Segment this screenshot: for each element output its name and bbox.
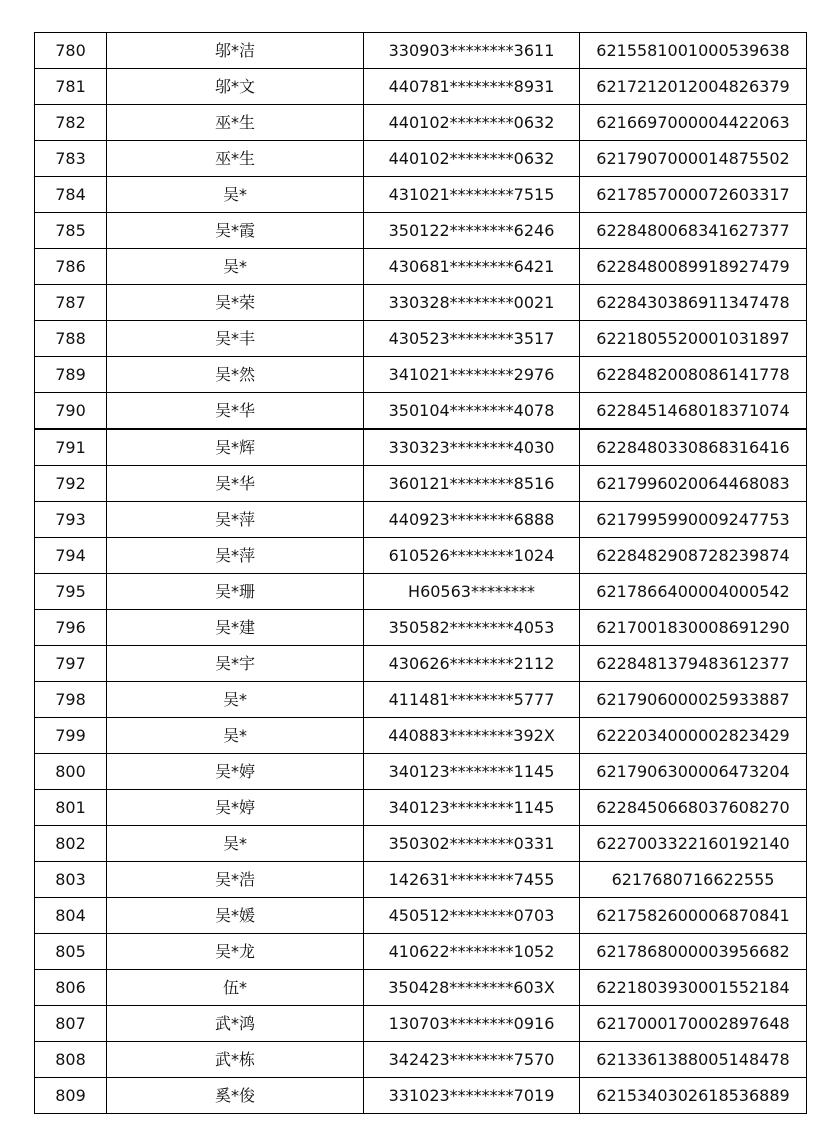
table-row (35, 1078, 807, 1114)
cell-card-number: 6217906300006473204 (580, 754, 807, 790)
cell-id-number: 440781********8931 (364, 69, 580, 105)
table-row (35, 285, 807, 321)
cell-id-number: 130703********0916 (364, 1006, 580, 1042)
cell-name: 吴*萍 (107, 538, 364, 574)
cell-card-number: 6228481379483612377 (580, 646, 807, 682)
cell-name: 吴* (107, 177, 364, 213)
cell-card-number: 6228482008086141778 (580, 357, 807, 393)
cell-card-number: 6217868000003956682 (580, 934, 807, 970)
cell-id-number: 440883********392X (364, 718, 580, 754)
cell-number: 807 (35, 1006, 107, 1042)
cell-id-number: 341021********2976 (364, 357, 580, 393)
cell-name: 吴*荣 (107, 285, 364, 321)
cell-id-number: 430626********2112 (364, 646, 580, 682)
cell-number: 787 (35, 285, 107, 321)
cell-name: 吴*萍 (107, 502, 364, 538)
table-row (35, 1042, 807, 1078)
table-row (35, 538, 807, 574)
table-row (35, 105, 807, 141)
cell-card-number: 6221805520001031897 (580, 321, 807, 357)
cell-id-number: 340123********1145 (364, 790, 580, 826)
cell-card-number: 6217907000014875502 (580, 141, 807, 177)
table-row (35, 646, 807, 682)
cell-id-number: 360121********8516 (364, 466, 580, 502)
cell-number: 799 (35, 718, 107, 754)
cell-number: 801 (35, 790, 107, 826)
cell-name: 吴*华 (107, 466, 364, 502)
table-row (35, 682, 807, 718)
cell-card-number: 6213361388005148478 (580, 1042, 807, 1078)
cell-id-number: 450512********0703 (364, 898, 580, 934)
table-row (35, 141, 807, 177)
cell-name: 吴*辉 (107, 429, 364, 466)
cell-card-number: 6217857000072603317 (580, 177, 807, 213)
cell-number: 790 (35, 393, 107, 430)
table-row (35, 357, 807, 393)
cell-number: 796 (35, 610, 107, 646)
cell-name: 吴* (107, 826, 364, 862)
cell-name: 邬*洁 (107, 33, 364, 69)
table-row (35, 1006, 807, 1042)
cell-card-number: 6217001830008691290 (580, 610, 807, 646)
table-row (35, 862, 807, 898)
table-row (35, 502, 807, 538)
table-row (35, 466, 807, 502)
cell-name: 奚*俊 (107, 1078, 364, 1114)
cell-card-number: 6217582600006870841 (580, 898, 807, 934)
table-row (35, 393, 807, 430)
cell-name: 吴*宇 (107, 646, 364, 682)
cell-name: 吴* (107, 682, 364, 718)
cell-id-number: 142631********7455 (364, 862, 580, 898)
cell-name: 吴*媛 (107, 898, 364, 934)
cell-name: 邬*文 (107, 69, 364, 105)
cell-id-number: 340123********1145 (364, 754, 580, 790)
cell-number: 784 (35, 177, 107, 213)
table-row (35, 826, 807, 862)
cell-number: 785 (35, 213, 107, 249)
data-table (34, 32, 807, 1114)
cell-name: 武*栋 (107, 1042, 364, 1078)
cell-number: 795 (35, 574, 107, 610)
cell-id-number: 330903********3611 (364, 33, 580, 69)
table-row (35, 970, 807, 1006)
cell-id-number: 410622********1052 (364, 934, 580, 970)
cell-name: 吴*霞 (107, 213, 364, 249)
cell-id-number: 430523********3517 (364, 321, 580, 357)
table-row (35, 934, 807, 970)
cell-number: 783 (35, 141, 107, 177)
table-row (35, 754, 807, 790)
cell-number: 794 (35, 538, 107, 574)
cell-card-number: 6227003322160192140 (580, 826, 807, 862)
cell-id-number: 331023********7019 (364, 1078, 580, 1114)
cell-card-number: 6228430386911347478 (580, 285, 807, 321)
cell-card-number: 6217866400004000542 (580, 574, 807, 610)
cell-name: 巫*生 (107, 105, 364, 141)
cell-number: 803 (35, 862, 107, 898)
cell-name: 巫*生 (107, 141, 364, 177)
table-row (35, 790, 807, 826)
cell-number: 797 (35, 646, 107, 682)
cell-name: 伍* (107, 970, 364, 1006)
cell-id-number: 330323********4030 (364, 429, 580, 466)
table-row (35, 321, 807, 357)
cell-id-number: 350302********0331 (364, 826, 580, 862)
cell-card-number: 6228450668037608270 (580, 790, 807, 826)
cell-number: 804 (35, 898, 107, 934)
table-row (35, 610, 807, 646)
cell-id-number: 350428********603X (364, 970, 580, 1006)
cell-id-number: 350122********6246 (364, 213, 580, 249)
cell-number: 808 (35, 1042, 107, 1078)
cell-number: 781 (35, 69, 107, 105)
cell-number: 791 (35, 429, 107, 466)
cell-card-number: 6228451468018371074 (580, 393, 807, 430)
table-row (35, 213, 807, 249)
cell-name: 吴*珊 (107, 574, 364, 610)
table-row (35, 249, 807, 285)
cell-card-number: 6228480089918927479 (580, 249, 807, 285)
cell-card-number: 6222034000002823429 (580, 718, 807, 754)
table-row (35, 177, 807, 213)
cell-id-number: 440923********6888 (364, 502, 580, 538)
cell-card-number: 6215581001000539638 (580, 33, 807, 69)
cell-id-number: 430681********6421 (364, 249, 580, 285)
cell-id-number: 411481********5777 (364, 682, 580, 718)
cell-card-number: 6215340302618536889 (580, 1078, 807, 1114)
cell-card-number: 6217996020064468083 (580, 466, 807, 502)
table-row (35, 429, 807, 466)
cell-name: 吴*龙 (107, 934, 364, 970)
cell-card-number: 6217212012004826379 (580, 69, 807, 105)
cell-card-number: 6217995990009247753 (580, 502, 807, 538)
table-row (35, 33, 807, 69)
cell-id-number: 342423********7570 (364, 1042, 580, 1078)
cell-number: 793 (35, 502, 107, 538)
cell-id-number: 350104********4078 (364, 393, 580, 430)
cell-id-number: H60563******** (364, 574, 580, 610)
cell-id-number: 431021********7515 (364, 177, 580, 213)
cell-card-number: 6228480330868316416 (580, 429, 807, 466)
table-body (35, 33, 807, 1114)
table-row (35, 898, 807, 934)
table-row (35, 718, 807, 754)
cell-number: 780 (35, 33, 107, 69)
cell-number: 789 (35, 357, 107, 393)
cell-name: 吴*丰 (107, 321, 364, 357)
cell-card-number: 6228480068341627377 (580, 213, 807, 249)
cell-name: 吴* (107, 249, 364, 285)
table-row (35, 574, 807, 610)
cell-name: 吴*浩 (107, 862, 364, 898)
cell-number: 805 (35, 934, 107, 970)
cell-card-number: 6217906000025933887 (580, 682, 807, 718)
cell-id-number: 330328********0021 (364, 285, 580, 321)
cell-name: 吴*建 (107, 610, 364, 646)
cell-id-number: 440102********0632 (364, 141, 580, 177)
cell-id-number: 350582********4053 (364, 610, 580, 646)
cell-name: 武*鸿 (107, 1006, 364, 1042)
cell-number: 782 (35, 105, 107, 141)
cell-name: 吴*婷 (107, 790, 364, 826)
cell-number: 802 (35, 826, 107, 862)
cell-number: 792 (35, 466, 107, 502)
cell-number: 786 (35, 249, 107, 285)
cell-card-number: 6216697000004422063 (580, 105, 807, 141)
cell-name: 吴*婷 (107, 754, 364, 790)
cell-number: 788 (35, 321, 107, 357)
cell-number: 800 (35, 754, 107, 790)
cell-name: 吴*华 (107, 393, 364, 430)
cell-id-number: 440102********0632 (364, 105, 580, 141)
cell-card-number: 6221803930001552184 (580, 970, 807, 1006)
cell-number: 809 (35, 1078, 107, 1114)
cell-name: 吴*然 (107, 357, 364, 393)
cell-name: 吴* (107, 718, 364, 754)
cell-card-number: 6228482908728239874 (580, 538, 807, 574)
cell-card-number: 6217000170002897648 (580, 1006, 807, 1042)
cell-number: 798 (35, 682, 107, 718)
cell-number: 806 (35, 970, 107, 1006)
cell-card-number: 6217680716622555 (580, 862, 807, 898)
cell-id-number: 610526********1024 (364, 538, 580, 574)
table-row (35, 69, 807, 105)
